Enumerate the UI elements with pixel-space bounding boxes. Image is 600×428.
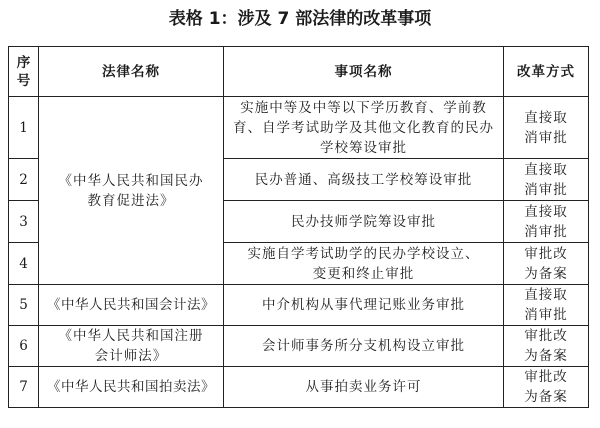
item-name: 民办技师学院筹设审批 (224, 201, 504, 243)
table-title: 表格 1：涉及 7 部法律的改革事项 (168, 9, 432, 29)
row-no: 5 (9, 285, 39, 326)
header-no: 序号 (9, 47, 39, 97)
reform-method-text: 审批改为备案 (524, 369, 568, 405)
reform-method-text: 审批改为备案 (524, 328, 568, 364)
reform-method (504, 243, 589, 285)
reform-method-text: 直接取消审批 (524, 109, 568, 146)
reform-method (504, 326, 589, 367)
item-name: 中介机构从事代理记账业务审批 (224, 285, 504, 326)
law-name-cpa: 《中华人民共和国注册会计师法》 (39, 326, 224, 367)
item-name: 从事拍卖业务许可 (224, 367, 504, 408)
reform-method-text: 直接取消审批 (524, 203, 568, 240)
table-header-row (9, 47, 589, 97)
header-method: 改革方式 (504, 47, 589, 97)
row-no: 1 (9, 97, 39, 159)
row-no: 3 (9, 201, 39, 243)
item-name: 民办普通、高级技工学校筹设审批 (224, 159, 504, 201)
item-name: 实施中等及中等以下学历教育、学前教育、自学考试助学及其他文化教育的民办学校筹设审批 (224, 97, 504, 159)
law-name-accounting: 《中华人民共和国会计法》 (39, 285, 224, 326)
reform-method (504, 201, 589, 243)
table-row (9, 97, 589, 159)
table-row (9, 326, 589, 367)
reform-method-text: 审批改为备案 (524, 245, 568, 282)
reform-table (8, 46, 589, 408)
reform-method (504, 159, 589, 201)
table-row (9, 367, 589, 408)
item-name: 实施自学考试助学的民办学校设立、变更和终止审批 (224, 243, 504, 285)
header-law: 法律名称 (39, 47, 224, 97)
reform-method-text: 直接取消审批 (524, 161, 568, 198)
reform-method (504, 367, 589, 408)
reform-method (504, 285, 589, 326)
table-row (9, 285, 589, 326)
row-no: 4 (9, 243, 39, 285)
row-no: 6 (9, 326, 39, 367)
law-name-education: 《中华人民共和国民办教育促进法》 (39, 97, 224, 285)
row-no: 2 (9, 159, 39, 201)
row-no: 7 (9, 367, 39, 408)
law-name-auction: 《中华人民共和国拍卖法》 (39, 367, 224, 408)
reform-method-text: 直接取消审批 (524, 287, 568, 323)
item-name: 会计师事务所分支机构设立审批 (224, 326, 504, 367)
reform-method (504, 97, 589, 159)
header-item: 事项名称 (224, 47, 504, 97)
